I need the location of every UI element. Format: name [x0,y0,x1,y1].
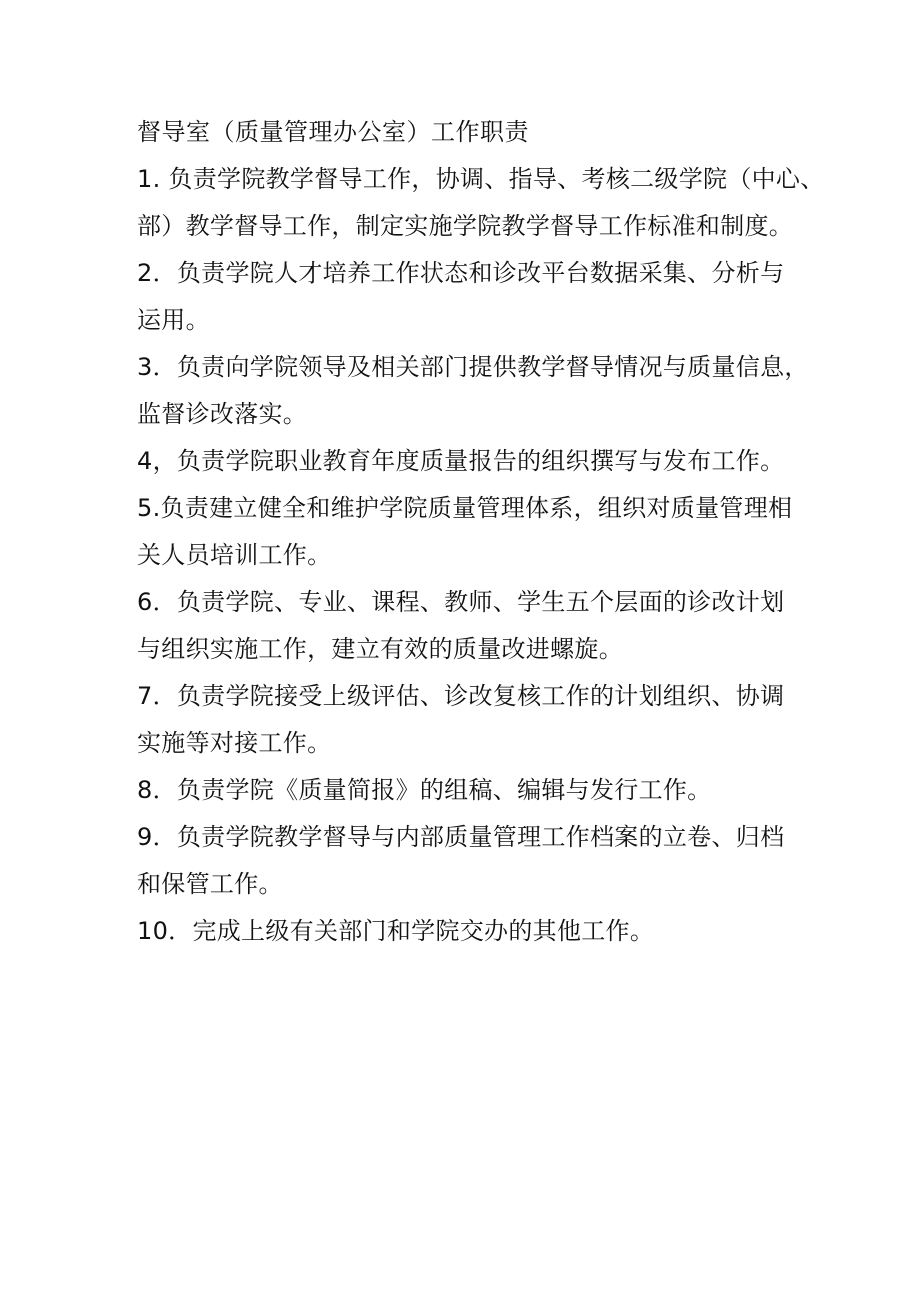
text-line: 1. 负责学院教学督导工作，协调、指导、考核二级学院（中心、 [137,165,825,193]
text-line: 3．负责向学院领导及相关部门提供教学督导情况与质量信息， [137,353,809,381]
text-line: 与组织实施工作，建立有效的质量改进螺旋。 [137,635,623,663]
text-line: 8．负责学院《质量简报》的组稿、编辑与发行工作。 [137,776,712,804]
text-line: 关人员培训工作。 [137,541,332,569]
text-line: 10．完成上级有关部门和学院交办的其他工作。 [137,917,655,945]
text-line: 4，负责学院职业教育年度质量报告的组织撰写与发布工作。 [137,447,785,475]
text-line: 9．负责学院教学督导与内部质量管理工作档案的立卷、归档 [137,823,785,851]
text-line: 实施等对接工作。 [137,729,332,757]
text-line: 7．负责学院接受上级评估、诊改复核工作的计划组织、协调 [137,682,785,710]
document-page [137,110,825,955]
text-line: 2．负责学院人才培养工作状态和诊改平台数据采集、分析与 [137,259,785,287]
text-line: 6．负责学院、专业、课程、教师、学生五个层面的诊改计划 [137,588,785,616]
text-line: 5.负责建立健全和维护学院质量管理体系，组织对质量管理相 [137,494,793,522]
document-title: 督导室（质量管理办公室）工作职责 [137,118,529,146]
text-line: 运用。 [137,306,210,334]
text-line: 监督诊改落实。 [137,400,308,428]
text-line: 和保管工作。 [137,870,283,898]
text-line: 部）教学督导工作，制定实施学院教学督导工作标准和制度。 [137,212,794,240]
